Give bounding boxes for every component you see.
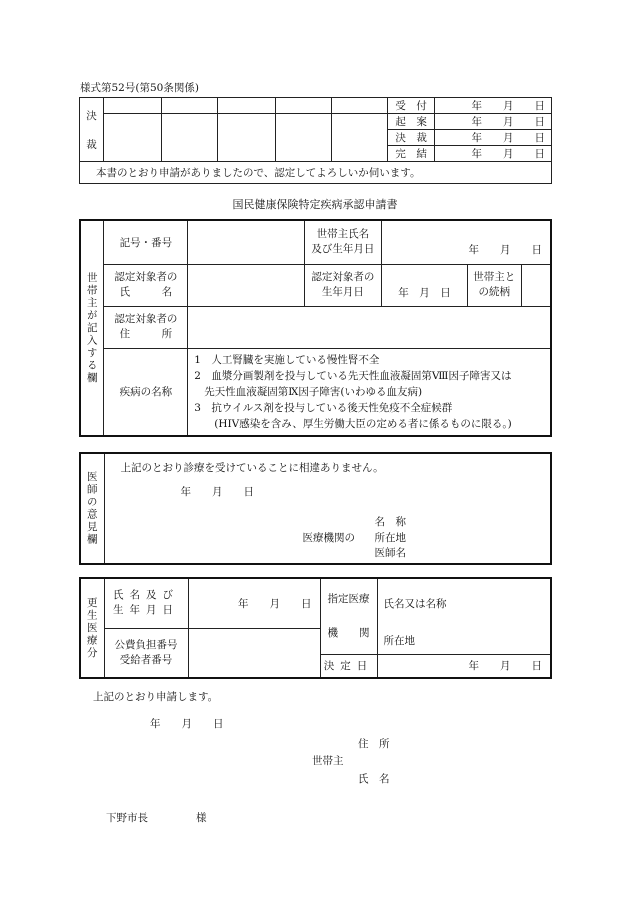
symbol-number-label: 記号・番号 [104, 220, 188, 264]
disease-item: 2 血漿分画製剤を投与している先天性血液凝固第Ⅷ因子障害又は [194, 369, 512, 382]
page-title: 国民健康保険特定疾病承認申請書 [232, 198, 398, 211]
payer-label-cell [104, 628, 188, 678]
stamp-cell [103, 98, 161, 114]
approval-row-date: 年 月 日 [435, 146, 552, 162]
disease-item: 1 人工腎臓を実施している慢性腎不全 [194, 353, 380, 366]
rehab-table [79, 577, 552, 679]
rehab-name-birth-label-1: 氏名及び [113, 589, 179, 602]
designated-address-field[interactable]: 所在地 [377, 628, 551, 654]
stamp-cell [332, 114, 388, 162]
approval-row-date: 年 月 日 [435, 98, 552, 114]
doctor-side-label-cell [80, 453, 104, 564]
householder-table [79, 219, 552, 437]
designated-name-field[interactable]: 氏名又は名称 [377, 578, 551, 628]
householder-side-label: 世帯主が記入する欄 [85, 271, 98, 385]
approval-table [79, 97, 552, 184]
rehab-side-label: 更生医療分 [85, 596, 98, 660]
target-birth-field[interactable]: 年 月 日 [382, 264, 468, 306]
application-text: 上記のとおり申請します。 [93, 691, 219, 703]
approval-row-label: 受 付 [388, 98, 435, 114]
stamp-cell [217, 98, 275, 114]
designated-label-2: 機 関 [327, 627, 370, 640]
approval-label-1: 決 [86, 109, 97, 122]
doctor-name-label: 医師名 [374, 547, 406, 559]
approval-label-cell [80, 98, 104, 162]
approval-row-date: 年 月 日 [435, 114, 552, 130]
decision-label: 決定日 [320, 654, 377, 678]
approval-label-2: 裁 [86, 138, 97, 151]
householder-name-field[interactable]: 年 月 日 [382, 220, 551, 264]
target-name-field[interactable] [188, 264, 304, 306]
decision-date-field[interactable]: 年 月 日 [377, 654, 551, 678]
address-label-cell [104, 306, 188, 348]
institution-name-label: 名 称 [374, 516, 406, 528]
payer-label-2: 受給者番号 [119, 653, 173, 666]
stamp-cell [161, 98, 217, 114]
application-date: 年 月 日 [150, 718, 224, 730]
honorific: 様 [196, 812, 207, 824]
approval-note: 本書のとおり申請がありましたので、認定してよろしいか伺います。 [80, 162, 552, 184]
applicant-name-label: 氏 名 [358, 773, 390, 785]
stamp-cell [275, 98, 332, 114]
doctor-statement: 上記のとおり診療を受けていることに相違ありません。 [120, 462, 384, 474]
payer-label-1: 公費負担番号 [114, 638, 178, 651]
target-birth-label-cell [304, 264, 382, 306]
stamp-cell [217, 114, 275, 162]
disease-item: 3 抗ウイルス剤を投与している後天性免疫不全症候群 [194, 401, 453, 414]
target-birth-label-2: 生年月日 [321, 286, 364, 298]
addressee: 下野市長 [106, 812, 148, 824]
address-label-2: 住 所 [119, 328, 173, 340]
payer-field[interactable] [188, 628, 320, 678]
doctor-date: 年 月 日 [180, 486, 254, 498]
address-field[interactable] [188, 306, 551, 348]
approval-row-label: 完 結 [388, 146, 435, 162]
stamp-cell [103, 114, 161, 162]
address-label-1: 認定対象者の [114, 313, 178, 325]
stamp-cell [332, 98, 388, 114]
target-name-label-2: 氏 名 [119, 286, 173, 298]
approval-row-date: 年 月 日 [435, 130, 552, 146]
target-name-label-cell [104, 264, 188, 306]
doctor-table [79, 452, 552, 565]
applicant-address-label: 住 所 [358, 738, 390, 750]
disease-item: 先天性血液凝固第Ⅸ因子障害(いわゆる血友病) [204, 385, 423, 398]
target-name-label-1: 認定対象者の [114, 271, 178, 283]
stamp-cell [275, 114, 332, 162]
disease-label: 疾病の名称 [104, 348, 188, 436]
approval-row-label: 決 裁 [388, 130, 435, 146]
rehab-name-birth-label-cell [104, 578, 188, 628]
doctor-opinion-area [104, 453, 551, 564]
designated-label-cell [320, 578, 377, 654]
applicant-householder-label: 世帯主 [312, 755, 344, 767]
householder-side-label-cell [80, 220, 104, 436]
institution-address-label: 所在地 [374, 532, 406, 544]
relation-label-2: の続柄 [478, 286, 510, 298]
householder-name-label-2: 及び生年月日 [311, 243, 375, 256]
relation-label-cell [467, 264, 521, 306]
relation-label-1: 世帯主と [473, 271, 516, 283]
householder-name-label-1: 世帯主氏名 [316, 228, 370, 241]
rehab-name-birth-field[interactable]: 年 月 日 [188, 578, 320, 628]
stamp-cell [161, 114, 217, 162]
disease-item: (HIV感染を含み、厚生労働大臣の定める者に係るものに限る。) [214, 417, 512, 430]
householder-name-label-cell [304, 220, 382, 264]
target-birth-label-1: 認定対象者の [311, 271, 375, 283]
rehab-side-label-cell [80, 578, 104, 678]
symbol-number-field[interactable] [188, 220, 304, 264]
rehab-name-birth-label-2: 生年月日 [113, 604, 179, 617]
designated-label-1: 指定医療 [327, 593, 370, 606]
disease-list [188, 348, 551, 436]
institution-label: 医療機関の [302, 532, 355, 544]
form-number: 様式第52号(第50条関係) [80, 82, 199, 94]
approval-row-label: 起 案 [388, 114, 435, 130]
doctor-side-label: 医師の意見欄 [85, 471, 98, 546]
relation-field[interactable] [521, 264, 551, 306]
